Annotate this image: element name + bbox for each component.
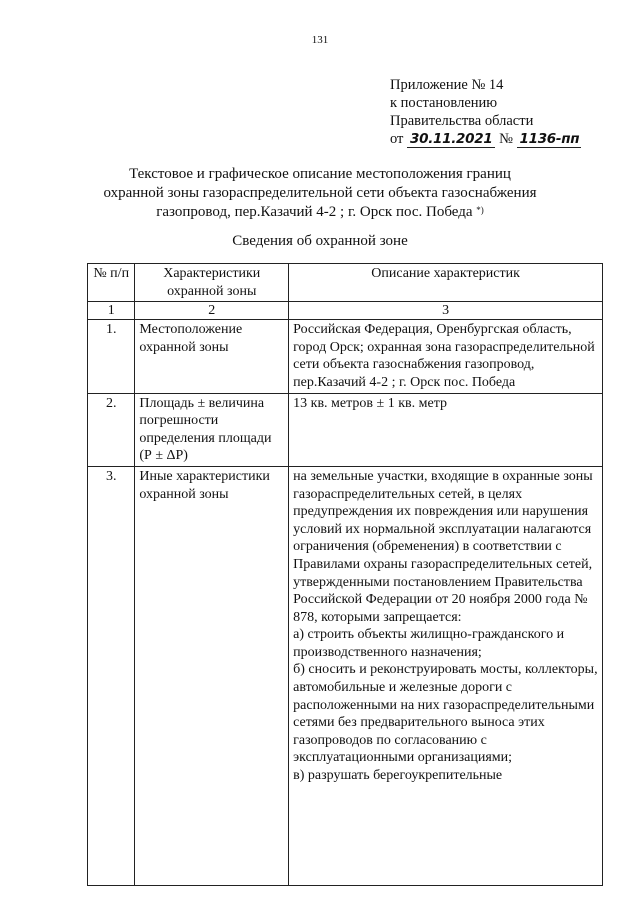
table-row	[88, 320, 603, 393]
protection-zone-table	[87, 263, 603, 886]
handwritten-date: 30.11.2021	[407, 132, 495, 148]
description-item-c: в) разрушать берегоукрепительные	[293, 768, 503, 784]
title-line-1: Текстовое и графическое описание местоположения границ	[129, 166, 511, 182]
row-number: 3.	[88, 466, 135, 885]
appendix-line-2: к постановлению	[390, 95, 498, 111]
table-header-row	[88, 264, 603, 302]
index-cell-2: 2	[135, 302, 289, 320]
row-number: 1.	[88, 320, 135, 393]
page-number: 131	[311, 34, 329, 46]
appendix-line-1: Приложение № 14	[390, 77, 504, 93]
row-number: 2.	[88, 393, 135, 466]
row-characteristic: Местоположение охранной зоны	[135, 320, 289, 393]
title-line-3	[0, 203, 640, 222]
row-characteristic: Иные характеристики охранной зоны	[135, 466, 289, 885]
from-label: от	[390, 131, 404, 147]
header-number: № п/п	[88, 264, 135, 302]
appendix-date-line	[390, 130, 581, 148]
section-title: Сведения об охранной зоне	[232, 233, 408, 249]
title-line-3-text: газопровод, пер.Казачий 4-2 ; г. Орск пос. Победа	[156, 204, 473, 220]
description-item-a: а) строить объекты жилищно-гражданского и производственного назначения;	[293, 627, 565, 660]
index-cell-3: 3	[289, 302, 603, 320]
row-description: Российская Федерация, Оренбургская область, город Орск; охранная зона газораспределительной сети объекта газоснабжения газопровод, пер.Казачий 4-2 ; г. Орск пос. Победа	[289, 320, 603, 393]
document-title	[0, 165, 640, 222]
footnote-mark: *)	[476, 205, 484, 215]
appendix-line-3: Правительства области	[390, 113, 534, 129]
description-text-block	[293, 468, 598, 884]
handwritten-number: 1136-пп	[517, 132, 582, 148]
row-characteristic: Площадь ± величина погрешности определения площади (Р ± ΔР)	[135, 393, 289, 466]
row-description: 13 кв. метров ± 1 кв. метр	[289, 393, 603, 466]
table-row	[88, 466, 603, 885]
appendix-header	[390, 76, 581, 148]
description-paragraph: на земельные участки, входящие в охранные зоны газораспределительных сетей, в целях предупреждения их повреждения или нарушения условий их нормальной эксплуатации налагаются ограничения (обременения) в соответствии с Правилами охраны газораспределительных сетей, утвержденными постановлением Правительства Российской Федерации от 20 ноября 2000 года № 878, которыми запрещается:	[293, 468, 593, 625]
header-description: Описание характеристик	[289, 264, 603, 302]
description-item-b: б) сносить и реконструировать мосты, коллекторы, автомобильные и железные дороги с расположенными на них газораспределительными сетями без предварительного выноса этих газопроводов по согласованию с эксплуатационными организациями;	[293, 662, 598, 766]
title-line-2: охранной зоны газораспределительной сети объекта газоснабжения	[103, 185, 537, 201]
number-sign: №	[499, 131, 513, 147]
row-description	[289, 466, 603, 885]
table-index-row	[88, 302, 603, 320]
index-cell-1: 1	[88, 302, 135, 320]
table-row	[88, 393, 603, 466]
header-characteristics: Характеристики охранной зоны	[135, 264, 289, 302]
